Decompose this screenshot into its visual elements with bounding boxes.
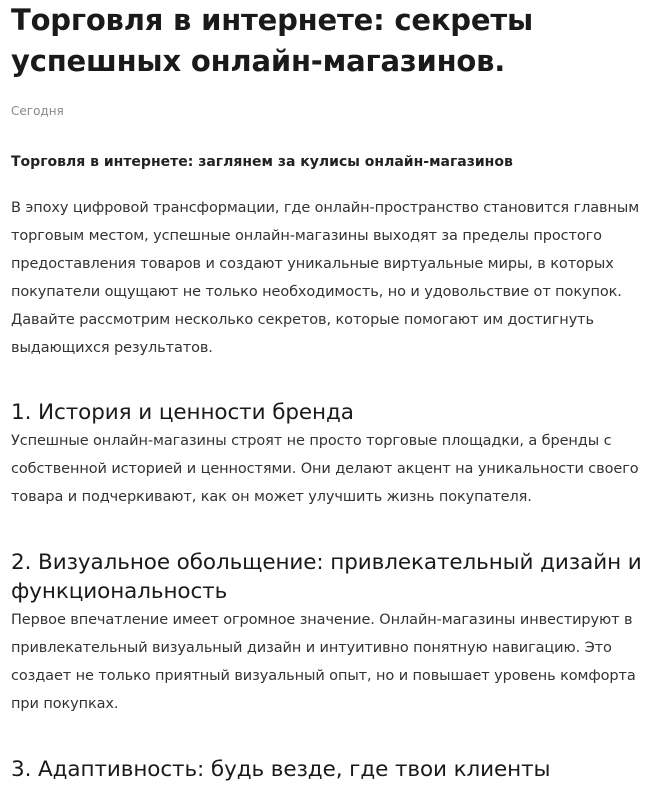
section-paragraph-1: Успешные онлайн-магазины строят не просто торговые площадки, а бренды с собственной историей и ценностями. Они делают акцент на уникальности своего товара и подчеркивают, как он может улучшить жизнь покупателя. (11, 433, 639, 505)
section-paragraph-2: Первое впечатление имеет огромное значение. Онлайн-магазины инвестируют в привлекательный визуальный дизайн и интуитивно понятную навигацию. Это создает не только приятный визуальный опыт, но и повышает уровень комфорта при покупках. (11, 612, 636, 712)
section-heading-3: 3. Адаптивность: будь везде, где твои клиенты (11, 757, 551, 782)
article-subtitle: Торговля в интернете: заглянем за кулисы онлайн-магазинов (11, 154, 513, 170)
article (11, 0, 651, 784)
section-heading-2: 2. Визуальное обольщение: привлекательный дизайн и функциональность (11, 550, 642, 604)
intro-paragraph: В эпоху цифровой трансформации, где онлайн-пространство становится главным торговым местом, успешные онлайн-магазины выходят за пределы простого предоставления товаров и создают уникальные виртуальные миры, в которых покупатели ощущают не только необходимость, но и удовольствие от покупок. Давайте рассмотрим несколько секретов, которые помогают им достигнуть выдающихся результатов. (11, 200, 640, 356)
article-title: Торговля в интернете: секреты успешных онлайн-магазинов. (11, 3, 533, 78)
section-heading-1: 1. История и ценности бренда (11, 400, 354, 425)
article-date: Сегодня (11, 104, 64, 118)
